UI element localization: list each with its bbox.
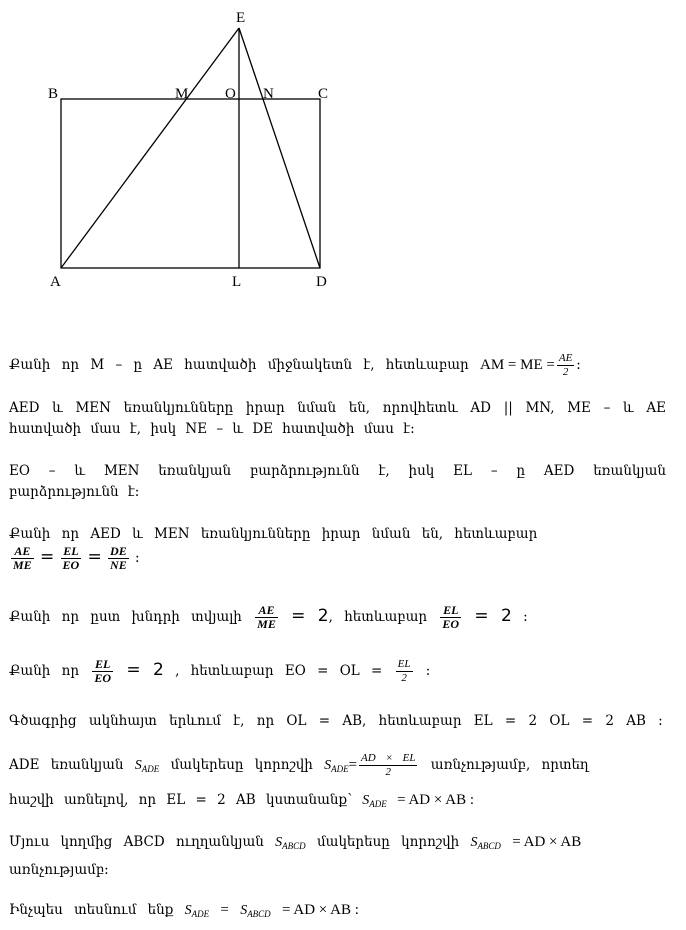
p6-text-a: Քանի որ — [9, 663, 80, 679]
p9-text-d: առնչությամբ: — [9, 862, 109, 878]
paragraph-2 — [9, 398, 666, 440]
s-ade-symbol-3: $S_{ADE}$ — [362, 793, 387, 809]
paragraph-8-line-2 — [9, 790, 474, 811]
paragraph-9-line-2 — [9, 860, 109, 880]
paragraph-7 — [9, 711, 663, 731]
p8-eq: = — [348, 757, 358, 773]
paragraph-4-line-1 — [9, 524, 537, 544]
s-ade-symbol-1: $S_{ADE}$ — [134, 758, 160, 774]
p9-text-b: մակերեսը կորոշվի — [316, 834, 460, 850]
p5-value-1: = 2 — [291, 606, 329, 626]
p4-eq-1: = — [39, 547, 55, 567]
p6-text-b: , հետևաբար EO = OL = — [175, 663, 383, 679]
paragraph-9-line-1 — [9, 832, 581, 853]
p4-fraction-el-eo: $\frac{EL}{EO}$ — [62, 544, 80, 572]
label-c: C — [318, 86, 329, 102]
p1-fraction: $\frac{AE}{2}$ — [558, 352, 573, 378]
paragraph-4-line-2 — [9, 545, 140, 572]
p4-eq-2: = — [87, 547, 102, 567]
p9-text-a: Մյուս կողմից ABCD ուղղանկյան — [9, 834, 264, 850]
p7-text: Գծագրից ակնհայտ երևում է, որ OL = AB, հետևաբար EL = 2 OL = 2 AB : — [9, 713, 663, 729]
label-n: N — [263, 86, 274, 102]
p10-result: = AD × AB : — [281, 902, 359, 918]
p4-fraction-ae-me: $\frac{AE}{ME}$ — [13, 544, 32, 572]
s-ade-symbol-4: $S_{ADE}$ — [184, 903, 210, 919]
p1-colon: : — [576, 357, 581, 373]
label-e: E — [236, 10, 246, 26]
p1-equation: AM = ME = — [480, 357, 555, 373]
p4-text: Քանի որ AED և MEN եռանկյունները իրար նման են, հետևաբար — [9, 526, 538, 542]
p10-eq: = — [220, 902, 229, 918]
p8-text-a: ADE եռանկյան — [9, 757, 124, 773]
p9-equation: = AD × AB — [512, 834, 582, 850]
p6-value: = 2 — [126, 660, 164, 680]
p2-text: AED և MEN եռանկյունները իրար նման են, որովհետև AD || MN, ME – և AE հատվածի մաս է, իսկ NE – և DE հատվածի մաս է: — [9, 400, 666, 437]
paragraph-3 — [9, 461, 666, 503]
paragraph-5 — [9, 604, 528, 631]
p5-fraction-el-eo: $\frac{EL}{EO}$ — [442, 603, 460, 631]
p6-colon: : — [425, 663, 431, 679]
segment-de — [239, 28, 320, 268]
p4-colon: : — [135, 550, 140, 566]
label-m: M — [175, 86, 189, 102]
label-d: D — [316, 274, 327, 290]
label-a: A — [50, 274, 61, 290]
label-l: L — [232, 274, 242, 290]
p6-fraction-el-eo: $\frac{EL}{EO}$ — [94, 657, 112, 685]
rectangle-abcd — [61, 99, 320, 268]
paragraph-6 — [9, 658, 430, 685]
p8-fraction-ad-el: $\frac{AD \times EL}{2}$ — [361, 752, 416, 778]
label-b: B — [48, 86, 59, 102]
s-abcd-symbol-2: $S_{ABCD}$ — [470, 835, 501, 851]
p3-text: EO – և MEN եռանկյան բարձրությունն է, իսկ EL – ը AED եռանկյան բարձրությունն է: — [9, 463, 666, 500]
label-o: O — [225, 86, 236, 102]
p5-colon: : — [523, 609, 528, 625]
p10-text-a: Ինչպես տեսնում ենք — [9, 902, 174, 918]
p5-text-b: , հետևաբար — [328, 609, 428, 625]
s-abcd-symbol-1: $S_{ABCD}$ — [275, 835, 306, 851]
s-ade-symbol-2: $S_{ADE}$ — [324, 758, 349, 774]
p8-text-c: առնչությամբ, որտեղ — [430, 757, 589, 773]
paragraph-1 — [9, 352, 581, 379]
p8-result: = AD × AB : — [397, 792, 475, 808]
paragraph-8-line-1 — [9, 752, 589, 779]
paragraph-10 — [9, 900, 359, 921]
p4-fraction-de-ne: $\frac{DE}{NE}$ — [110, 544, 127, 572]
segment-ae — [61, 28, 239, 268]
p8-text-b: մակերեսը կորոշվի — [170, 757, 313, 773]
p5-fraction-ae-me: $\frac{AE}{ME}$ — [257, 603, 276, 631]
p1-text: Քանի որ M – ը AE հատվածի միջնակետն է, հետևաբար — [9, 357, 469, 373]
p6-fraction-el-2: $\frac{EL}{2}$ — [397, 658, 411, 684]
p5-text-a: Քանի որ ըստ խնդրի տվյալի — [9, 609, 242, 625]
s-abcd-symbol-3: $S_{ABCD}$ — [240, 903, 271, 919]
p8-text-d: հաշվի առնելով, որ EL = 2 AB կստանանք՝ — [9, 792, 352, 808]
p5-value-2: = 2 — [474, 606, 512, 626]
geometry-figure — [0, 0, 686, 300]
